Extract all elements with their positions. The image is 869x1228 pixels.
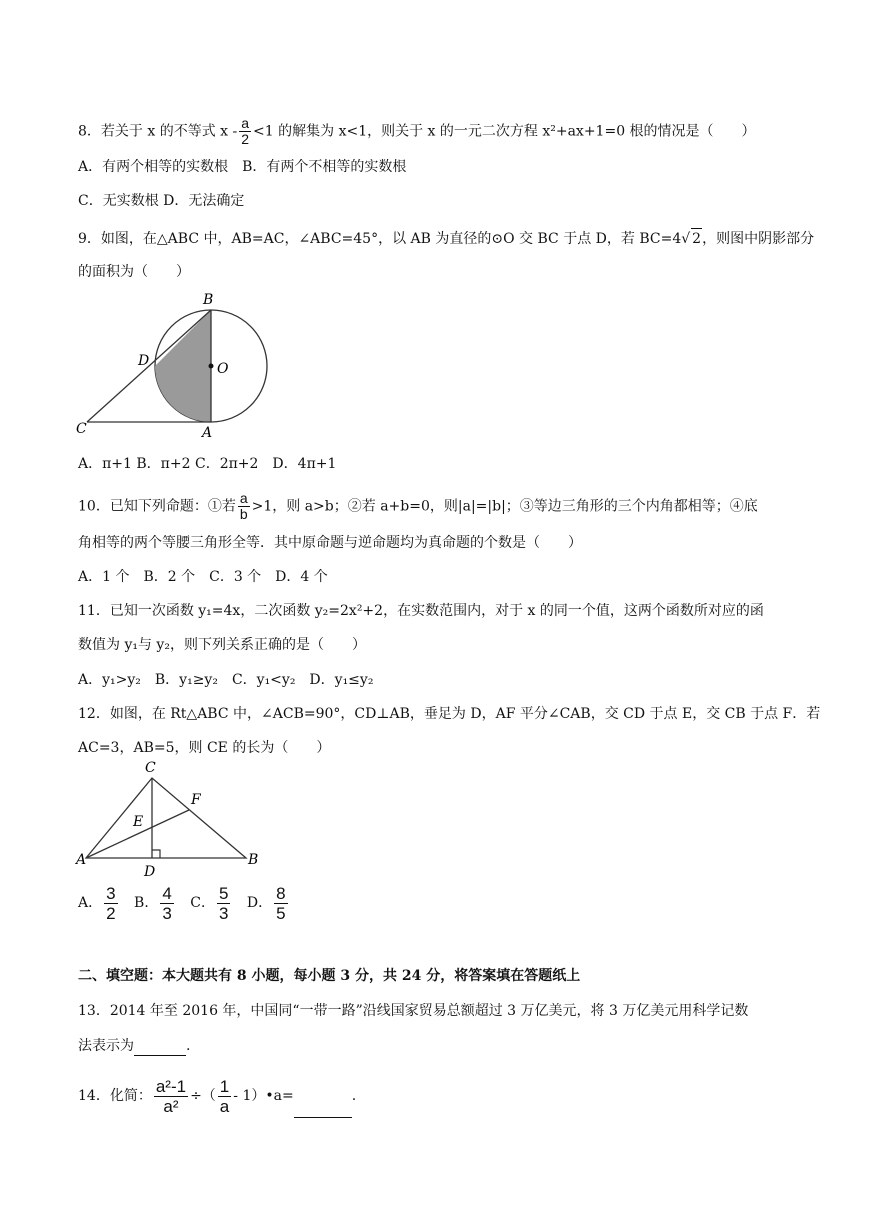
q9-sqrt-value: 2 (691, 228, 702, 249)
q9-label-A: A (202, 425, 213, 440)
q12-label-B: B (248, 852, 259, 868)
q9-center-point (209, 364, 214, 369)
q14-suffix: . (351, 1088, 357, 1104)
q11-stem-line1: 11．已知一次函数 y₁=4x，二次函数 y₂=2x²+2，在实数范围内，对于 x 的同一个值，这两个函数所对应的函 (78, 603, 764, 619)
q8-prefix: 8．若关于 x 的不等式 x - (78, 123, 238, 140)
q12-opt-c-den: 3 (218, 903, 229, 923)
q9-figure (72, 288, 282, 440)
sqrt-symbol: √ (681, 231, 691, 247)
q10-suffix: >1，则 a>b；②若 a+b=0，则|a|=|b|；③等边三角形的三个内角都相等；④底 (251, 498, 758, 515)
q9-suffix: ，则图中阴影部分 (702, 231, 815, 247)
q12-label-D: D (144, 864, 156, 880)
q9-label-C: C (76, 421, 87, 437)
q14-frac2-den: a (219, 1096, 230, 1116)
q9-options: A．π+1 B．π+2 C．2π+2 D．4π+1 (78, 456, 337, 472)
q10-frac-den: b (239, 506, 248, 522)
q12-label-F: F (191, 792, 201, 808)
q10-stem-line1 (78, 491, 758, 522)
q9-label-B: B (203, 292, 214, 308)
q8-stem (78, 116, 756, 147)
q12-opt-a-label: A． (78, 895, 103, 911)
q12-opt-c-num: 5 (218, 883, 229, 903)
q9-label-D: D (138, 353, 150, 369)
q14-prefix: 14．化简： (78, 1088, 152, 1104)
q8-options-line1: A．有两个相等的实数根 B．有两个不相等的实数根 (78, 159, 407, 175)
q8-suffix: <1 的解集为 x<1，则关于 x 的一元二次方程 x²+ax+1=0 根的情况是（ ） (253, 123, 756, 140)
q8-frac-den: 2 (241, 131, 250, 147)
q12-opt-a-num: 3 (106, 883, 116, 903)
q12-right-angle-mark (152, 850, 160, 858)
q13-suffix: . (186, 1038, 191, 1054)
q10-frac-num: a (239, 490, 248, 506)
q10-prefix: 10．已知下列命题：①若 (78, 498, 236, 515)
q12-stem-line1: 12．如图，在 Rt△ABC 中，∠ACB=90°，CD⊥AB，垂足为 D，AF 平分∠CAB，交 CD 于点 E，交 CB 于点 F．若 (78, 706, 821, 722)
q12-opt-d-num: 8 (276, 883, 286, 903)
q14-frac2-num: 1 (219, 1076, 230, 1096)
q8-frac-num: a (241, 115, 250, 131)
q12-triangle (86, 778, 246, 858)
q14-stem (78, 1074, 356, 1118)
q9-prefix: 9．如图，在△ABC 中，AB=AC，∠ABC=45°，以 AB 为直径的⊙O 交 BC 于点 D，若 BC=4 (78, 231, 682, 247)
q9-label-O: O (217, 361, 229, 377)
q14-frac1-num: a²-1 (155, 1076, 187, 1096)
q12-opt-c-label: C． (190, 895, 215, 911)
q12-opt-c-frac (217, 884, 230, 923)
q10-fraction (238, 491, 250, 522)
q12-opt-d-label: D． (246, 895, 273, 911)
q12-opt-a-den: 2 (106, 903, 116, 923)
q9-shaded-region (155, 310, 211, 422)
q13-stem-line1: 13．2014 年至 2016 年，中国同“一带一路”沿线国家贸易总额超过 3 万亿美元，将 3 万亿美元用科学记数 (78, 1003, 749, 1019)
q12-stem-line2: AC=3，AB=5，则 CE 的长为（ ） (78, 740, 331, 756)
q14-fraction-2 (218, 1077, 231, 1116)
q12-label-C: C (145, 760, 156, 776)
section-heading: 二、填空题：本大题共有 8 小题，每小题 3 分，共 24 分，将答案填在答题纸上 (78, 968, 581, 984)
q12-label-E: E (133, 814, 144, 830)
q12-options (78, 883, 290, 923)
q13-stem-line2 (78, 1036, 190, 1056)
q8-options-line2: C．无实数根 D．无法确定 (78, 193, 245, 209)
q11-options: A．y₁>y₂ B．y₁≥y₂ C．y₁<y₂ D．y₁≤y₂ (78, 672, 374, 688)
q14-mid2: - 1）•a= (233, 1088, 294, 1104)
q11-stem-line2: 数值为 y₁与 y₂，则下列关系正确的是（ ） (78, 637, 366, 653)
q12-opt-b-frac (160, 884, 173, 923)
q12-opt-b-num: 4 (162, 883, 172, 903)
q9-stem-line1 (78, 228, 814, 249)
q12-figure (72, 758, 272, 880)
q12-opt-b-den: 3 (162, 903, 172, 923)
q13-prefix: 法表示为 (78, 1038, 134, 1054)
q12-opt-d-den: 5 (276, 903, 286, 923)
q14-answer-blank[interactable] (294, 1095, 352, 1118)
q14-fraction-1 (154, 1077, 188, 1116)
q8-fraction (239, 116, 251, 147)
q13-answer-blank[interactable] (134, 1041, 186, 1056)
q12-opt-d-frac (274, 884, 287, 923)
q10-options: A．1 个 B．2 个 C．3 个 D．4 个 (78, 569, 328, 585)
q12-opt-a-frac (104, 884, 117, 923)
q10-stem-line2: 角相等的两个等腰三角形全等．其中原命题与逆命题均为真命题的个数是（ ） (78, 535, 582, 551)
q9-stem-line2: 的面积为（ ） (78, 264, 190, 280)
q12-opt-b-label: B． (134, 895, 159, 911)
q14-mid1: ÷（ (190, 1088, 216, 1104)
q12-label-A: A (76, 852, 87, 868)
q14-frac1-den: a² (163, 1096, 179, 1116)
